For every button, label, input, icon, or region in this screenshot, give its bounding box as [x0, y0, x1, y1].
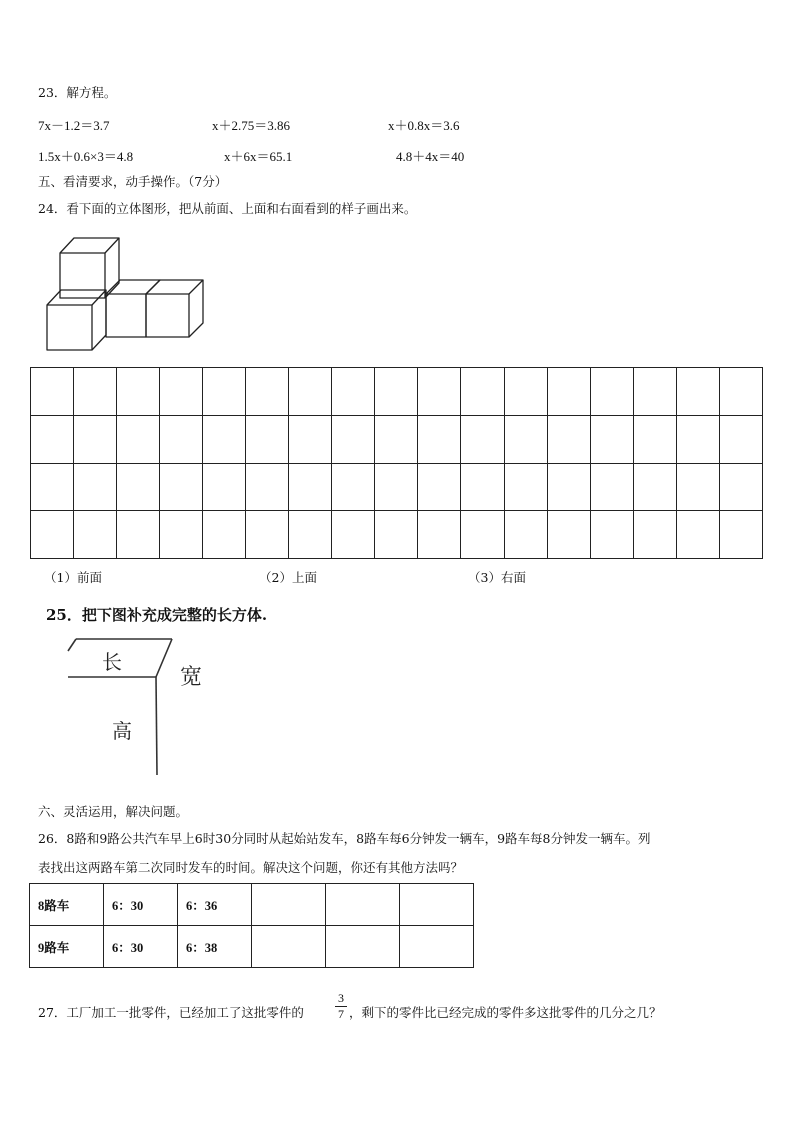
q27-text-before: 27．工厂加工一批零件，已经加工了这批零件的: [38, 1005, 304, 1020]
section6-heading: 六、灵活运用，解决问题。: [38, 804, 189, 819]
grid-cell: [117, 415, 160, 463]
grid-cell: [504, 511, 547, 559]
fraction-denominator: 7: [338, 1007, 344, 1021]
fraction-numerator: 3: [338, 991, 344, 1005]
grid-cell: [719, 463, 762, 511]
grid-cell: [203, 463, 246, 511]
q27-text-after: ，剩下的零件比已经完成的零件多这批零件的几分之几？: [349, 1005, 662, 1020]
grid-cell: [332, 368, 375, 416]
label-right: （3）右面: [468, 570, 526, 585]
grid-cell: [74, 415, 117, 463]
grid-cell: [160, 415, 203, 463]
grid-cell: [676, 368, 719, 416]
grid-cell: [418, 463, 461, 511]
grid-cell: [504, 415, 547, 463]
length-label: 长: [102, 650, 122, 674]
table-cell: [326, 884, 400, 926]
grid-cell: [375, 463, 418, 511]
table-cell: 6：36: [178, 884, 252, 926]
grid-cell: [289, 511, 332, 559]
table-row-route9: [30, 926, 474, 968]
table-cell: [326, 926, 400, 968]
edge-left-slant: [68, 639, 76, 651]
grid-cell: [461, 368, 504, 416]
grid-cell: [332, 511, 375, 559]
table-cell: [400, 926, 474, 968]
grid-cell: [633, 368, 676, 416]
grid-cell: [203, 511, 246, 559]
cube-figure: [40, 234, 210, 354]
q23-title: 23．解方程。: [38, 85, 117, 100]
grid-cell: [117, 511, 160, 559]
grid-cell: [289, 368, 332, 416]
grid-cell: [547, 511, 590, 559]
grid-cell: [461, 415, 504, 463]
grid-cell: [289, 415, 332, 463]
grid-cell: [461, 511, 504, 559]
drawing-grid: [30, 367, 763, 559]
grid-cell: [461, 463, 504, 511]
grid-cell: [246, 415, 289, 463]
grid-cell: [375, 368, 418, 416]
grid-cell: [590, 463, 633, 511]
cuboid-sketch: [60, 630, 260, 780]
grid-cell: [590, 415, 633, 463]
grid-cell: [289, 463, 332, 511]
grid-cell: [203, 368, 246, 416]
grid-cell: [719, 511, 762, 559]
grid-cell: [504, 463, 547, 511]
table-cell: 6：38: [178, 926, 252, 968]
grid-cell: [203, 415, 246, 463]
grid-cell: [246, 368, 289, 416]
table-cell: 6：30: [104, 884, 178, 926]
grid-cell: [31, 415, 74, 463]
grid-cell: [160, 463, 203, 511]
grid-cell: [676, 463, 719, 511]
grid-cell: [633, 511, 676, 559]
grid-row: [31, 463, 763, 511]
table-cell: [252, 884, 326, 926]
grid-row: [31, 368, 763, 416]
grid-cell: [31, 511, 74, 559]
bus-schedule-table: [29, 883, 474, 968]
grid-cell: [633, 463, 676, 511]
grid-cell: [590, 368, 633, 416]
q26-line1: 26．8路和9路公共汽车早上6时30分同时从起始站发车，8路车每6分钟发一辆车，9路车每8分钟发一辆车。列: [38, 831, 651, 846]
q27-fraction: [335, 992, 347, 1021]
grid-cell: [31, 463, 74, 511]
grid-cell: [504, 368, 547, 416]
label-top: （2）上面: [259, 570, 317, 585]
grid-cell: [633, 415, 676, 463]
grid-cell: [117, 463, 160, 511]
equation-4: 1.5x＋0.6×3＝4.8: [38, 149, 134, 164]
edge-height: [156, 677, 157, 775]
grid-cell: [719, 415, 762, 463]
grid-cell: [547, 463, 590, 511]
equation-5: x＋6x＝65.1: [224, 149, 293, 164]
grid-cell: [676, 415, 719, 463]
edge-right-slant: [156, 639, 172, 677]
table-row-route8: [30, 884, 474, 926]
grid-cell: [246, 511, 289, 559]
equation-3: x＋0.8x＝3.6: [388, 118, 460, 133]
equation-6: 4.8＋4x＝40: [396, 149, 465, 164]
grid-cell: [719, 368, 762, 416]
table-cell: 8路车: [30, 884, 104, 926]
grid-row: [31, 415, 763, 463]
section5-heading: 五、看清要求，动手操作。（7分）: [38, 174, 228, 189]
height-label: 高: [112, 719, 132, 743]
table-cell: 6：30: [104, 926, 178, 968]
q26-line2: 表找出这两路车第二次同时发车的时间。解决这个问题，你还有其他方法吗？: [38, 860, 464, 875]
grid-cell: [375, 415, 418, 463]
grid-row: [31, 511, 763, 559]
cube-bottom-right: [146, 280, 203, 337]
equation-2: x＋2.75＝3.86: [212, 118, 291, 133]
q24-title: 24．看下面的立体图形，把从前面、上面和右面看到的样子画出来。: [38, 201, 417, 216]
grid-cell: [418, 511, 461, 559]
grid-cell: [332, 463, 375, 511]
grid-cell: [160, 511, 203, 559]
grid-cell: [31, 368, 74, 416]
grid-cell: [246, 463, 289, 511]
table-cell: [252, 926, 326, 968]
grid-cell: [74, 463, 117, 511]
grid-cell: [74, 511, 117, 559]
width-label: 宽: [180, 665, 203, 690]
q25-title: 25．把下图补充成完整的长方体.: [46, 606, 268, 624]
grid-cell: [375, 511, 418, 559]
table-cell: 9路车: [30, 926, 104, 968]
equation-1: 7x－1.2＝3.7: [38, 118, 110, 133]
grid-cell: [160, 368, 203, 416]
table-cell: [400, 884, 474, 926]
grid-cell: [547, 368, 590, 416]
cube-bottom-left: [47, 290, 106, 350]
grid-cell: [418, 368, 461, 416]
grid-cell: [676, 511, 719, 559]
grid-cell: [547, 415, 590, 463]
grid-cell: [418, 415, 461, 463]
grid-cell: [332, 415, 375, 463]
grid-cell: [590, 511, 633, 559]
grid-cell: [74, 368, 117, 416]
label-front: （1）前面: [44, 570, 102, 585]
grid-cell: [117, 368, 160, 416]
